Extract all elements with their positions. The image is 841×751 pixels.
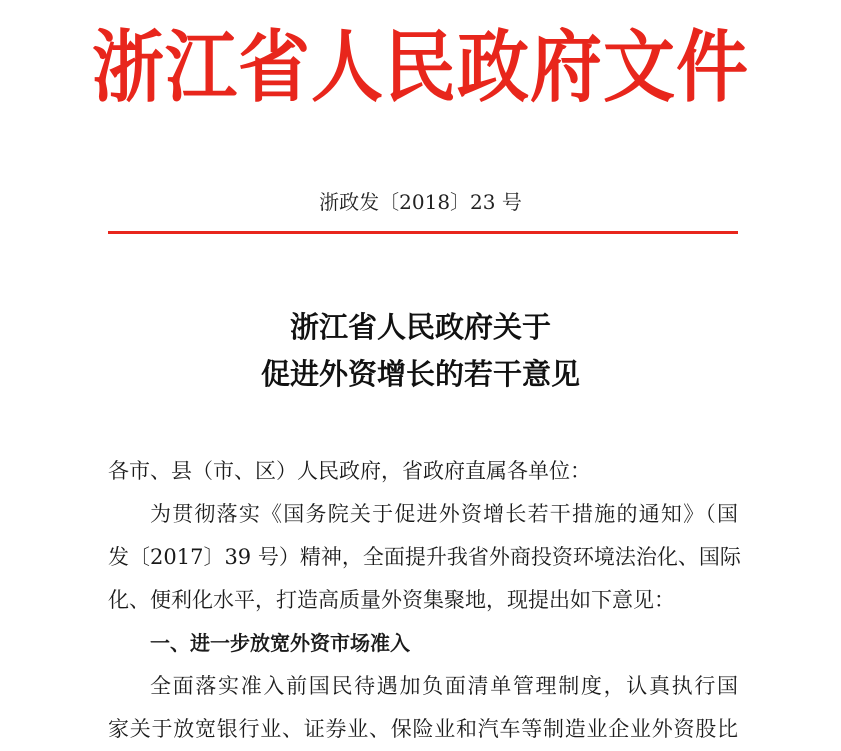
paragraph-1-line-1: 为贯彻落实《国务院关于促进外资增长若干措施的通知》（国 — [150, 502, 738, 526]
red-divider-line — [108, 231, 738, 234]
document-title-line-2: 促进外资增长的若干意见 — [260, 357, 580, 391]
paragraph-1-line-2: 发〔2017〕39 号）精神，全面提升我省外商投资环境法治化、国际 — [108, 545, 741, 569]
addressee-line: 各市、县（市、区）人民政府，省政府直属各单位： — [108, 459, 591, 483]
masthead-title: 浙江省人民政府文件 — [91, 20, 749, 113]
paragraph-2-line-2: 家关于放宽银行业、证券业、保险业和汽车等制造业企业外资股比 — [108, 717, 738, 741]
document-title-line-1: 浙江省人民政府关于 — [289, 310, 551, 344]
document-number: 浙政发〔2018〕23 号 — [319, 190, 522, 214]
paragraph-2-line-1: 全面落实准入前国民待遇加负面清单管理制度，认真执行国 — [150, 674, 738, 698]
paragraph-1-line-3: 化、便利化水平，打造高质量外资集聚地，现提出如下意见： — [108, 588, 675, 612]
document-body — [108, 450, 741, 751]
section-1-heading: 一、进一步放宽外资市场准入 — [150, 631, 410, 655]
